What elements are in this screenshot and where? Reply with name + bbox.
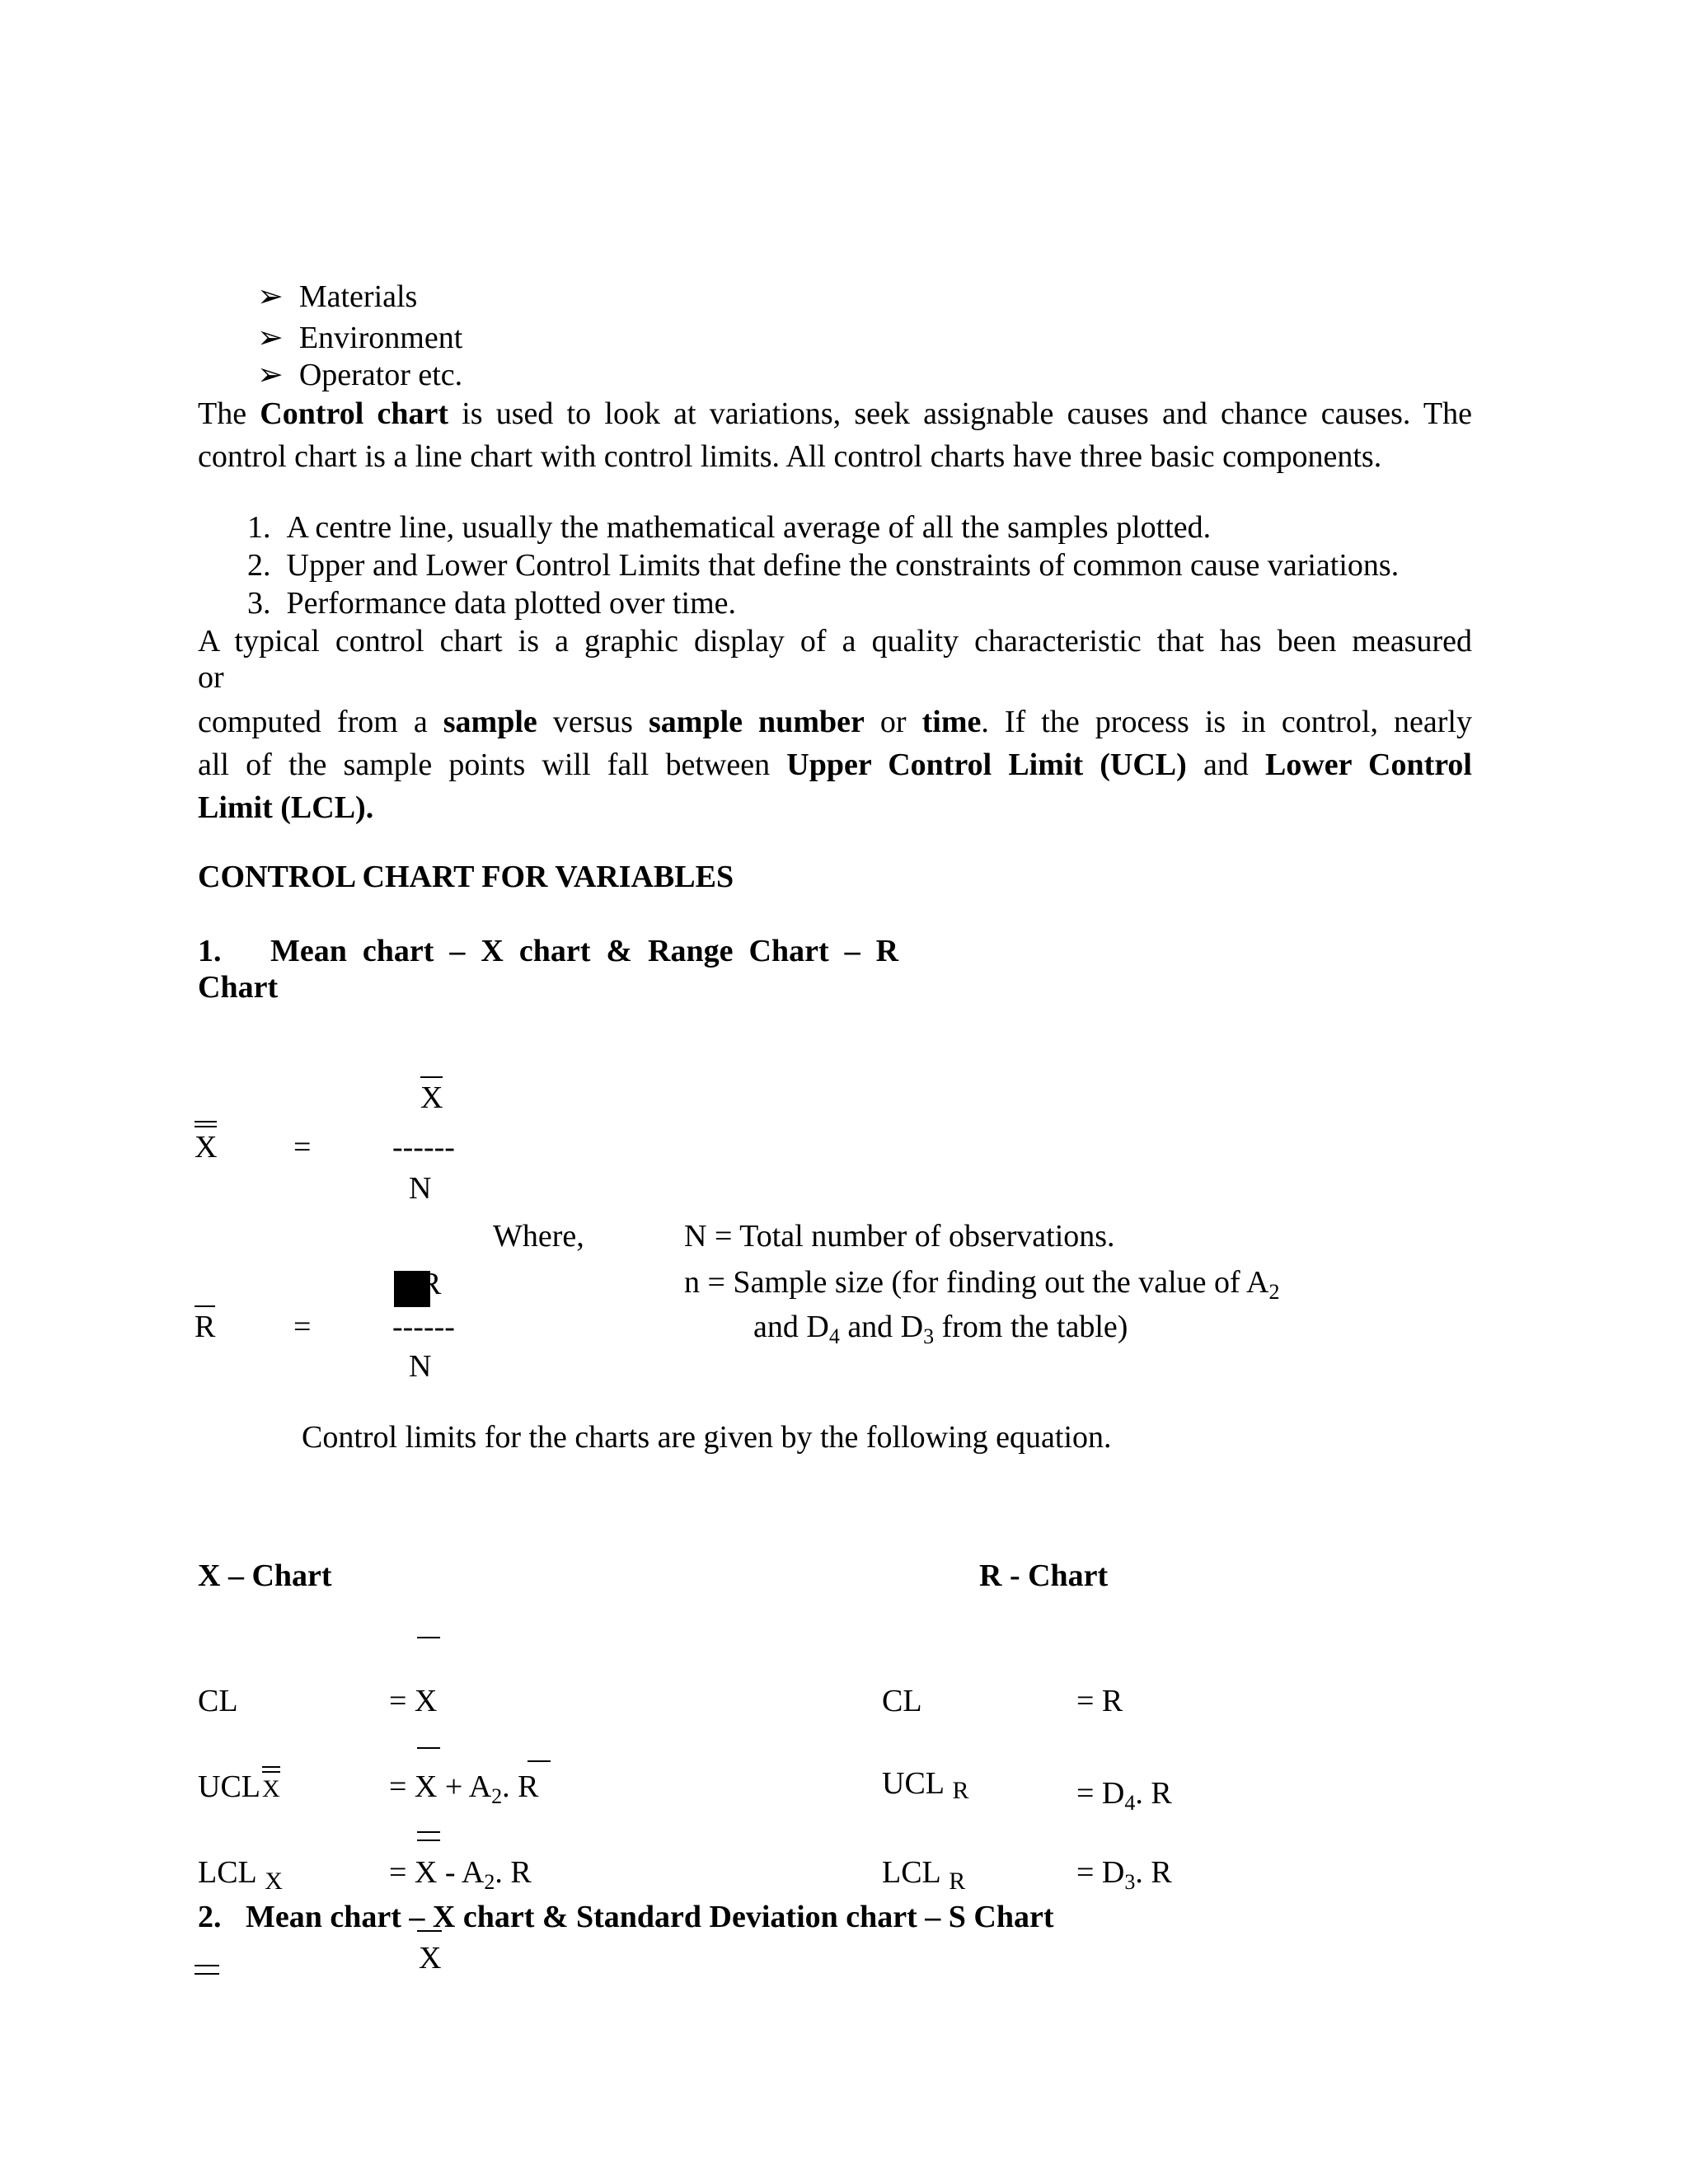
formula-rbar-denominator: N bbox=[409, 1349, 432, 1384]
x-cl-label: CL bbox=[198, 1684, 238, 1718]
typical-line-1: A typical control chart is a graphic display of a quality characteristic that has been measured bbox=[198, 624, 1472, 658]
formula-rbar-numerator: R bbox=[420, 1267, 442, 1301]
arrow-bullet-icon: ➢ bbox=[257, 279, 284, 314]
list-item: 2. Upper and Lower Control Limits that define the constraints of common cause variations. bbox=[247, 548, 1400, 583]
def-n-total: N = Total number of observations. bbox=[684, 1219, 1115, 1254]
x-ucl-bar-r bbox=[528, 1760, 551, 1762]
formula-xbar-numerator: X bbox=[420, 1080, 443, 1118]
r-lcl-eq: = $D_3$. R bbox=[1076, 1855, 1172, 1894]
formula-rbar-eq: = bbox=[293, 1310, 312, 1344]
bullet-item bbox=[257, 320, 462, 358]
def-n-sample: n = Sample size (for finding out the value of $A_2$ bbox=[684, 1265, 1280, 1304]
intro-line-2: control chart is a line chart with control limits. All control charts have three basic components. bbox=[198, 439, 1382, 474]
intro-line-1: The Control chart is used to look at variations, seek assignable causes and chance causes. The bbox=[198, 396, 1472, 431]
x-ucl-eq: = $X + A_2$. R bbox=[389, 1769, 539, 1808]
limits-intro: Control limits for the charts are given by the following equation. bbox=[302, 1420, 1112, 1455]
bottom-double-bar-1 bbox=[195, 1965, 219, 1966]
x-cl-bar bbox=[417, 1637, 440, 1638]
bottom-x: X bbox=[419, 1941, 442, 1975]
heading-1-line-2: Chart bbox=[198, 970, 279, 1005]
x-lcl-eq: = X - $A_2$. R bbox=[389, 1855, 532, 1894]
typical-line-3: computed from a sample versus sample number or time. If the process is in control, nearly bbox=[198, 705, 1472, 739]
bullet-text: Operator etc. bbox=[298, 358, 463, 392]
typical-line-4: all of the sample points will fall between Upper Control Limit (UCL) and Lower Control bbox=[198, 748, 1472, 782]
bullet-item bbox=[257, 279, 417, 316]
bottom-double-bar-2 bbox=[195, 1973, 219, 1975]
control-chart-term: Control chart bbox=[260, 396, 448, 431]
formula-rbar-lhs: R bbox=[195, 1309, 215, 1347]
bullet-item bbox=[257, 357, 462, 395]
list-item: 3. Performance data plotted over time. bbox=[247, 586, 737, 621]
formula-xbar-denominator: N bbox=[409, 1171, 432, 1206]
x-ucl-bar-x bbox=[417, 1747, 440, 1749]
x-ucl-label: UCLX bbox=[198, 1769, 280, 1804]
bullet-text: Environment bbox=[298, 321, 463, 355]
typical-line-2: or bbox=[198, 660, 224, 695]
x-lcl-bar-1 bbox=[417, 1831, 440, 1833]
section-heading: CONTROL CHART FOR VARIABLES bbox=[198, 860, 734, 894]
x-chart-title: X – Chart bbox=[198, 1558, 332, 1593]
formula-xbar-eq: = bbox=[293, 1130, 312, 1165]
formula-rbar-dashes: ------ bbox=[392, 1310, 455, 1344]
r-ucl-eq: = $D_4$. R bbox=[1076, 1776, 1172, 1815]
r-cl-label: CL bbox=[882, 1684, 922, 1718]
typical-line-5: Limit (LCL). bbox=[198, 790, 374, 825]
bullet-text: Materials bbox=[298, 279, 418, 314]
list-item: 1. A centre line, usually the mathematical average of all the samples plotted. bbox=[247, 510, 1212, 545]
heading-1: 1. Mean chart – X chart & Range Chart – R bbox=[198, 934, 899, 968]
heading2-x-bar bbox=[417, 1930, 442, 1932]
x-cl-eq: = X bbox=[389, 1684, 438, 1718]
arrow-bullet-icon: ➢ bbox=[257, 321, 284, 355]
r-cl-eq: = R bbox=[1076, 1684, 1123, 1718]
formula-xbar-lhs: X bbox=[195, 1129, 217, 1167]
r-chart-title: R - Chart bbox=[979, 1558, 1109, 1593]
formula-xbar-dashes: ------ bbox=[392, 1130, 455, 1165]
r-ucl-label: UCL R bbox=[882, 1766, 969, 1804]
def-d-table: and $D_4$ and $D_3$ from the table) bbox=[753, 1310, 1128, 1348]
x-lcl-bar-2 bbox=[417, 1840, 440, 1841]
heading-2: 2. Mean chart – X chart & Standard Deviation chart – S Chart bbox=[198, 1900, 1054, 1934]
r-lcl-label: LCL $_R$ bbox=[882, 1855, 966, 1895]
arrow-bullet-icon: ➢ bbox=[257, 358, 284, 392]
where-label: Where, bbox=[493, 1219, 584, 1254]
x-lcl-label: LCL $_X$ bbox=[198, 1855, 283, 1895]
